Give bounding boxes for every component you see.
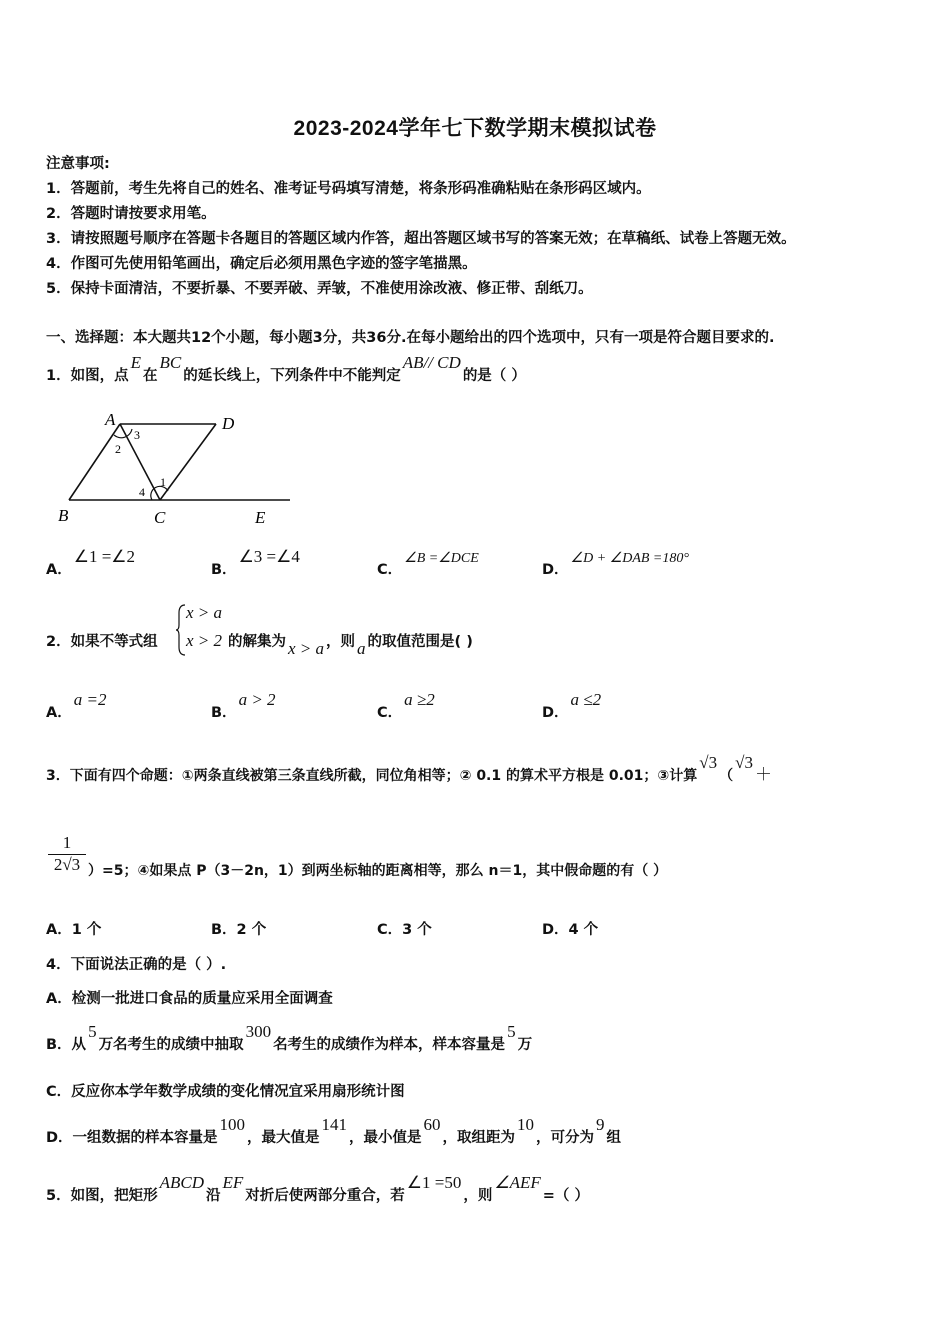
- question-1-stem: 1．如图，点E在BC的延长线上，下列条件中不能判定AB// CD的是（ ）: [46, 353, 526, 384]
- question-3-stem: 3．下面有四个命题：①两条直线被第三条直线所截，同位角相等；② 0.1 的算术平方根是 0.01；③计算√3（√3＋: [46, 753, 772, 785]
- brace-icon: [176, 603, 186, 657]
- figure-angle-2: 2: [115, 442, 121, 456]
- figure-angle-4: 4: [139, 485, 145, 499]
- note-item-1: 1．答题前，考生先将自己的姓名、准考证号码填写清楚，将条形码准确粘贴在条形码区域内。: [46, 181, 651, 197]
- inequality-system: [176, 603, 226, 659]
- question-3-option-a[interactable]: A．1 个: [46, 922, 102, 938]
- figure-label-e: E: [255, 508, 266, 527]
- page-title: 2023-2024学年七下数学期末模拟试卷: [293, 117, 657, 140]
- question-1-option-b[interactable]: B．∠3 =∠4: [211, 547, 300, 578]
- fraction-numerator: 1: [62, 833, 72, 852]
- note-item-5: 5．保持卡面清洁，不要折暴、不要弄破、弄皱，不准使用涂改液、修正带、刮纸刀。: [46, 281, 593, 297]
- note-item-3: 3．请按照题号顺序在答题卡各题目的答题区域内作答，超出答题区域书写的答案无效；在草稿纸、试卷上答题无效。: [46, 231, 796, 247]
- question-5-stem: 5．如图，把矩形ABCD沿EF对折后使两部分重合，若∠1 =50，则∠AEF=（ ）: [46, 1173, 589, 1204]
- question-2-option-c[interactable]: C．a ≥2: [377, 690, 435, 721]
- question-4-stem: 4．下面说法正确的是（ ）.: [46, 957, 227, 973]
- note-item-4: 4．作图可先使用铅笔画出，确定后必须用黑色字迹的签字笔描黑。: [46, 256, 477, 272]
- question-1-option-d[interactable]: D．∠D + ∠DAB =180°: [542, 551, 689, 578]
- question-3-option-d[interactable]: D．4 个: [542, 922, 599, 938]
- question-4-option-a[interactable]: A．检测一批进口食品的质量应采用全面调查: [46, 991, 333, 1007]
- question-2-option-b[interactable]: B．a > 2: [211, 690, 276, 721]
- question-2-stem: 2．如果不等式组: [46, 634, 158, 650]
- figure-label-b: B: [58, 506, 69, 525]
- question-2-stem-rest: 的解集为 x > a ，则 a 的取值范围是( ): [228, 634, 473, 658]
- figure-angle-3: 3: [134, 428, 140, 442]
- question-4-option-d[interactable]: D．一组数据的样本容量是100，最大值是141，最小值是60，取组距为10，可分为9组: [46, 1115, 622, 1146]
- question-2-option-a[interactable]: A．a =2: [46, 690, 107, 721]
- question-3-option-c[interactable]: C．3 个: [377, 922, 432, 938]
- question-2-option-d[interactable]: D．a ≤2: [542, 690, 602, 721]
- section-heading: 一、选择题：本大题共12个小题，每小题3分，共36分.在每小题给出的四个选项中，只有一项是符合题目要求的.: [46, 330, 775, 346]
- figure-label-d: D: [222, 414, 235, 433]
- question-4-option-b[interactable]: B．从5万名考生的成绩中抽取300名考生的成绩作为样本，样本容量是5万: [46, 1022, 533, 1053]
- inequality-1: x > a: [186, 603, 223, 622]
- figure-label-a: A: [105, 410, 116, 429]
- question-1-option-c[interactable]: C．∠B =∠DCE: [377, 551, 479, 578]
- question-4-option-c[interactable]: C．反应你本学年数学成绩的变化情况宜采用扇形统计图: [46, 1084, 405, 1100]
- question-3-stem-rest: ）=5；④如果点 P（3－2n，1）到两坐标轴的距离相等，那么 n＝1，其中假命题的有（ ）: [88, 863, 668, 879]
- fraction-denominator: 2√3: [48, 854, 86, 875]
- figure-angle-1: 1: [160, 475, 166, 489]
- figure-label-c: C: [154, 508, 166, 527]
- question-1-option-a[interactable]: A．∠1 =∠2: [46, 547, 136, 578]
- notes-heading: 注意事项:: [46, 156, 110, 172]
- question-3-option-b[interactable]: B．2 个: [211, 922, 267, 938]
- inequality-2: x > 2: [186, 631, 223, 650]
- fraction: [48, 833, 86, 875]
- note-item-2: 2．答题时请按要求用笔。: [46, 206, 216, 222]
- question-1-figure: [50, 405, 300, 530]
